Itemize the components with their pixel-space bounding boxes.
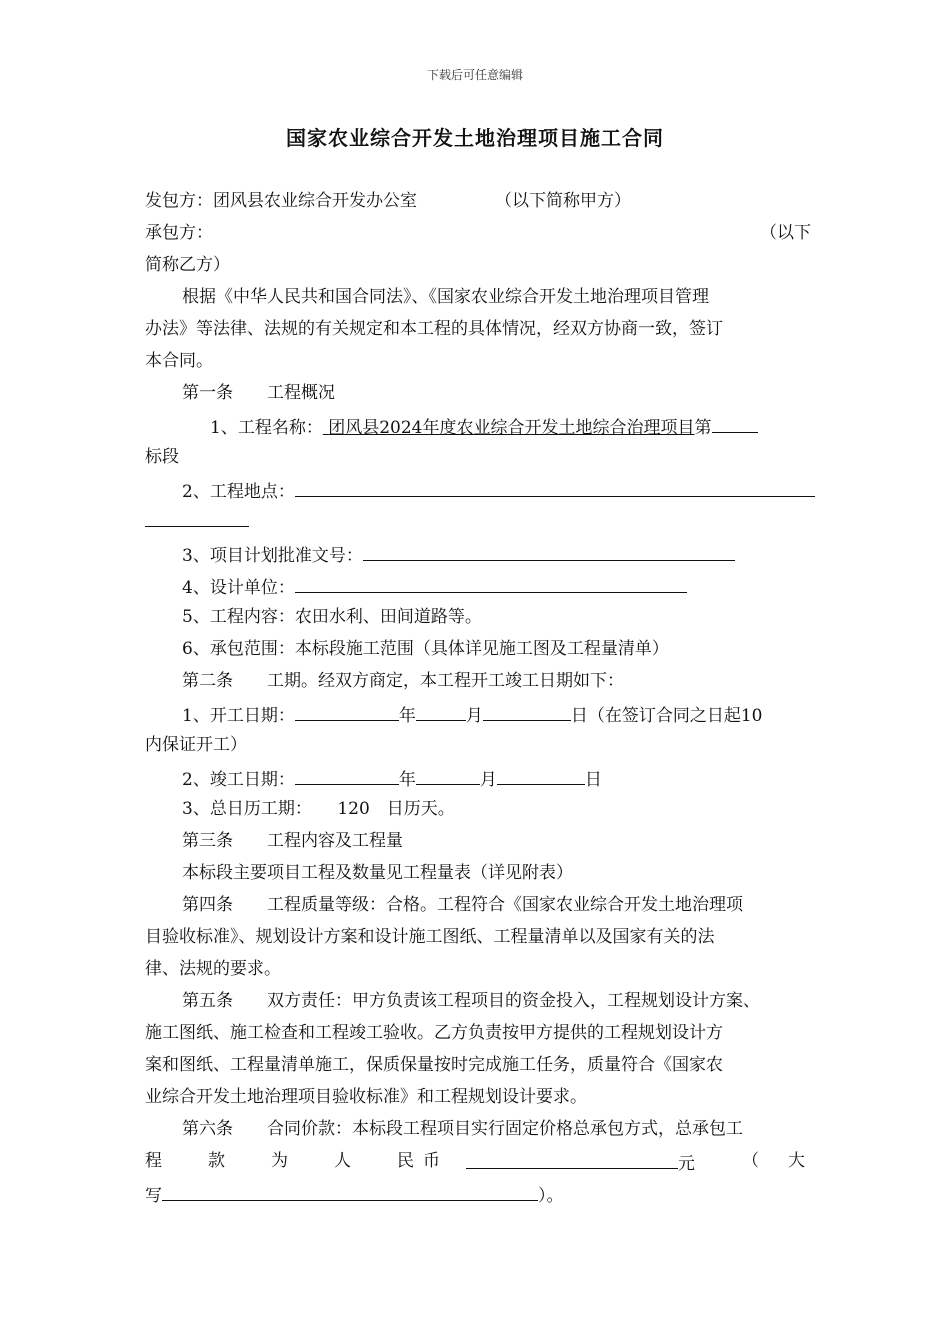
art3-heading: 第三条 工程内容及工程量 (182, 831, 403, 851)
year-label: 年 (398, 706, 416, 726)
art6-line-1: 第六条 合同价款：本标段工程项目实行固定价格总承包方式，总承包工 (182, 1119, 743, 1139)
party-b-label: 承包方： (145, 223, 213, 243)
project-name-value: 团风县2024年度农业综合开发土地综合治理项目 (328, 418, 695, 438)
art4-line-1: 第四条 工程质量等级：合格。工程符合《国家农业综合开发土地治理项 (182, 895, 743, 915)
art6-char: 币 (423, 1151, 440, 1171)
party-a-line (145, 190, 631, 212)
month-label: 月 (479, 770, 497, 790)
start-note-cont: 内保证开工） (145, 735, 247, 755)
designer-label: 4、设计单位： (182, 578, 295, 598)
day-label: 日 (584, 770, 602, 790)
intro-line-1: 根据《中华人民共和国合同法》、《国家农业综合开发土地治理项目管理 (182, 287, 709, 307)
capital-xie: 写 (145, 1186, 162, 1206)
document-title: 国家农业综合开发土地治理项目施工合同 (286, 126, 664, 150)
art6-char: 为 (271, 1151, 288, 1171)
party-a-note: （以下简称甲方） (495, 191, 631, 211)
art5-line-3: 案和图纸、工程量清单施工，保质保量按时完成施工任务，质量符合《国家农 (145, 1055, 723, 1075)
site-blank-cont (145, 508, 249, 533)
party-b-note-b: 简称乙方） (145, 255, 230, 275)
intro-line-3: 本合同。 (145, 351, 213, 371)
art2-total-days: 3、总日历工期： 120 日历天。 (182, 799, 455, 819)
start-month-blank (416, 702, 466, 721)
site-label: 2、工程地点： (182, 482, 295, 502)
art6-char: 款 (208, 1151, 225, 1171)
section-prefix: 第 (694, 418, 712, 438)
price-amount-line (466, 1150, 695, 1175)
party-b-line (145, 222, 213, 244)
art1-project-name (210, 414, 758, 439)
capital-da: 大 (788, 1151, 805, 1171)
party-b-note-a: （以下 (760, 223, 811, 243)
art4-line-2: 目验收标准》、规划设计方案和设计施工图纸、工程量清单以及国家有关的法 (145, 927, 715, 947)
art5-line-1: 第五条 双方责任：甲方负责该工程项目的资金投入，工程规划设计方案、 (182, 991, 760, 1011)
yuan-label: 元 (678, 1154, 695, 1174)
end-month-blank (416, 766, 480, 785)
art6-capital-line (145, 1182, 564, 1207)
art2-end-date (182, 766, 602, 791)
year-label: 年 (398, 770, 416, 790)
art1-heading: 第一条 工程概况 (182, 383, 335, 403)
end-day-blank (497, 766, 585, 785)
start-day-blank (483, 702, 571, 721)
art5-line-2: 施工图纸、施工检查和工程竣工验收。乙方负责按甲方提供的工程规划设计方 (145, 1023, 723, 1043)
project-name-tail: 标段 (145, 447, 179, 467)
start-year-blank (295, 702, 399, 721)
art6-end: ）。 (538, 1186, 564, 1206)
end-year-blank (295, 766, 399, 785)
art6-char: 人 (334, 1151, 351, 1171)
art1-scope: 6、承包范围：本标段施工范围（具体详见施工图及工程量清单） (182, 639, 669, 659)
art4-line-3: 律、法规的要求。 (145, 959, 281, 979)
art5-line-4: 业综合开发土地治理项目验收标准》和工程规划设计要求。 (145, 1087, 587, 1107)
month-label: 月 (465, 706, 483, 726)
start-date-label: 1、开工日期： (182, 706, 295, 726)
price-amount-blank (466, 1150, 678, 1169)
end-date-label: 2、竣工日期： (182, 770, 295, 790)
art6-char: 民 (397, 1151, 414, 1171)
section-number-blank (712, 414, 758, 433)
site-blank (295, 478, 815, 497)
capital-amount-blank (162, 1182, 538, 1201)
designer-blank (295, 574, 687, 593)
art3-text: 本标段主要项目工程及数量见工程量表（详见附表） (182, 863, 573, 883)
start-note: （在签订合同之日起10 (587, 706, 763, 726)
party-a-label: 发包方：团风县农业综合开发办公室 (145, 191, 417, 211)
art1-content: 5、工程内容：农田水利、田间道路等。 (182, 607, 482, 627)
approval-label: 3、项目计划批准文号： (182, 546, 363, 566)
page-header: 下载后可任意编辑 (426, 68, 523, 82)
day-label: 日 (570, 706, 588, 726)
art2-start-date (182, 702, 762, 727)
approval-blank (363, 542, 735, 561)
intro-line-2: 办法》等法律、法规的有关规定和本工程的具体情况，经双方协商一致，签订 (145, 319, 723, 339)
art1-approval (182, 542, 735, 567)
open-paren: （ (742, 1151, 759, 1171)
project-name-label: 1、工程名称： (210, 418, 323, 438)
art1-designer (182, 574, 687, 599)
art2-heading: 第二条 工期。经双方商定，本工程开工竣工日期如下： (182, 671, 624, 691)
art1-site (182, 478, 815, 503)
art6-char: 程 (145, 1151, 162, 1171)
